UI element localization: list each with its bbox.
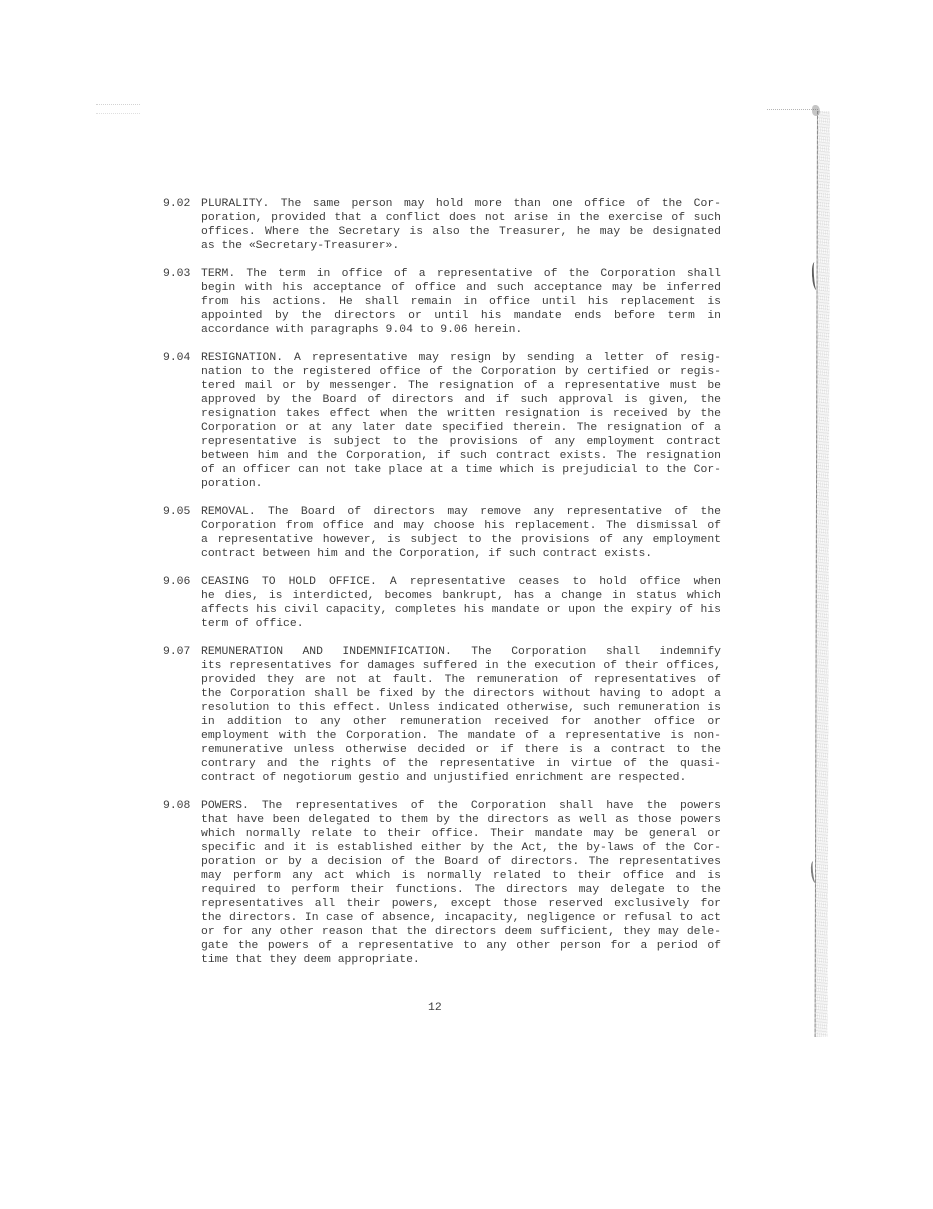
document-body xyxy=(163,197,725,981)
section-number: 9.03 xyxy=(163,268,191,280)
text-line: from his actions. He shall remain in office until his replacement is xyxy=(201,296,721,308)
text-line: Corporation from office and may choose his replacement. The dismissal of xyxy=(201,520,721,532)
section-9.06 xyxy=(163,575,725,631)
text-line: poration or by a decision of the Board of directors. The representatives xyxy=(201,856,721,868)
text-line: in addition to any other remuneration received for another office or xyxy=(201,716,721,728)
text-line: specific and it is established either by the Act, the by-laws of the Cor- xyxy=(201,842,721,854)
section-paragraph xyxy=(201,505,721,561)
text-line: its representatives for damages suffered in the execution of their offices, xyxy=(201,660,721,672)
section-9.04 xyxy=(163,351,725,491)
text-line: that have been delegated to them by the directors as well as those powers xyxy=(201,814,721,826)
section-9.08 xyxy=(163,799,725,967)
text-line: RESIGNATION. A representative may resign by sending a letter of resig- xyxy=(201,352,721,364)
text-line: representatives all their powers, except those reserved exclusively for xyxy=(201,898,721,910)
text-line: between him and the Corporation, if such contract exists. The resignation xyxy=(201,450,721,462)
section-9.02 xyxy=(163,197,725,253)
section-number: 9.04 xyxy=(163,352,191,364)
text-line: poration. xyxy=(201,478,263,490)
text-line: CEASING TO HOLD OFFICE. A representative ceases to hold office when xyxy=(201,576,721,588)
text-line: which normally relate to their office. Their mandate may be general or xyxy=(201,828,721,840)
text-line: the Corporation shall be fixed by the directors without having to adopt a xyxy=(201,688,721,700)
text-line: may perform any act which is normally related to their office and is xyxy=(201,870,721,882)
text-line: appointed by the directors or until his mandate ends before term in xyxy=(201,310,721,322)
text-line: REMUNERATION AND INDEMNIFICATION. The Corporation shall indemnify xyxy=(201,646,721,658)
text-line: he dies, is interdicted, becomes bankrupt, has a change in status which xyxy=(201,590,721,602)
text-line: approved by the Board of directors and if such approval is given, the xyxy=(201,394,721,406)
text-line: accordance with paragraphs 9.04 to 9.06 herein. xyxy=(201,324,523,336)
text-line: a representative however, is subject to the provisions of any employment xyxy=(201,534,721,546)
text-line: tered mail or by messenger. The resignation of a representative must be xyxy=(201,380,721,392)
text-line: nation to the registered office of the Corporation by certified or regis- xyxy=(201,366,721,378)
section-number: 9.02 xyxy=(163,198,191,210)
text-line: contract between him and the Corporation, if such contract exists. xyxy=(201,548,653,560)
text-line: representative is subject to the provisions of any employment contract xyxy=(201,436,721,448)
scan-dotted-line xyxy=(767,109,818,110)
text-line: time that they deem appropriate. xyxy=(201,954,420,966)
section-number: 9.05 xyxy=(163,506,191,518)
text-line: required to perform their functions. The directors may delegate to the xyxy=(201,884,721,896)
section-paragraph xyxy=(201,351,721,491)
text-line: remunerative unless otherwise decided or if there is a contract to the xyxy=(201,744,721,756)
text-line: of an officer can not take place at a time which is prejudicial to the Cor- xyxy=(201,464,721,476)
text-line: poration, provided that a conflict does not arise in the exercise of such xyxy=(201,212,721,224)
faint-stamp-mark xyxy=(96,104,140,114)
text-line: employment with the Corporation. The mandate of a representative is non- xyxy=(201,730,721,742)
text-line: affects his civil capacity, completes his mandate or upon the expiry of his xyxy=(201,604,721,616)
text-line: provided they are not at fault. The remuneration of representatives of xyxy=(201,674,721,686)
section-number: 9.08 xyxy=(163,800,191,812)
text-line: gate the powers of a representative to any other person for a period of xyxy=(201,940,721,952)
section-number: 9.07 xyxy=(163,646,191,658)
text-line: offices. Where the Secretary is also the Treasurer, he may be designated xyxy=(201,226,721,238)
text-line: contract of negotiorum gestio and unjustified enrichment are respected. xyxy=(201,772,687,784)
text-line: or for any other reason that the directors deem sufficient, they may dele- xyxy=(201,926,721,938)
section-paragraph xyxy=(201,799,721,967)
paper-edge-shadow xyxy=(815,111,830,1037)
section-9.03 xyxy=(163,267,725,337)
text-line: PLURALITY. The same person may hold more than one office of the Cor- xyxy=(201,198,721,210)
section-9.05 xyxy=(163,505,725,561)
section-paragraph xyxy=(201,645,721,785)
text-line: contrary and the rights of the representative in virtue of the quasi- xyxy=(201,758,721,770)
section-9.07 xyxy=(163,645,725,785)
section-number: 9.06 xyxy=(163,576,191,588)
text-line: TERM. The term in office of a representative of the Corporation shall xyxy=(201,268,721,280)
text-line: the directors. In case of absence, incapacity, negligence or refusal to act xyxy=(201,912,721,924)
text-line: Corporation or at any later date specified therein. The resignation of a xyxy=(201,422,721,434)
text-line: begin with his acceptance of office and such acceptance may be inferred xyxy=(201,282,721,294)
section-paragraph xyxy=(201,575,721,631)
text-line: REMOVAL. The Board of directors may remove any representative of the xyxy=(201,506,721,518)
text-line: term of office. xyxy=(201,618,304,630)
text-line: POWERS. The representatives of the Corporation shall have the powers xyxy=(201,800,721,812)
page-number: 12 xyxy=(428,1002,442,1014)
text-line: resignation takes effect when the written resignation is received by the xyxy=(201,408,721,420)
text-line: resolution to this effect. Unless indicated otherwise, such remuneration is xyxy=(201,702,721,714)
section-paragraph xyxy=(201,267,721,337)
text-line: as the «Secretary-Treasurer». xyxy=(201,240,400,252)
section-paragraph xyxy=(201,197,721,253)
